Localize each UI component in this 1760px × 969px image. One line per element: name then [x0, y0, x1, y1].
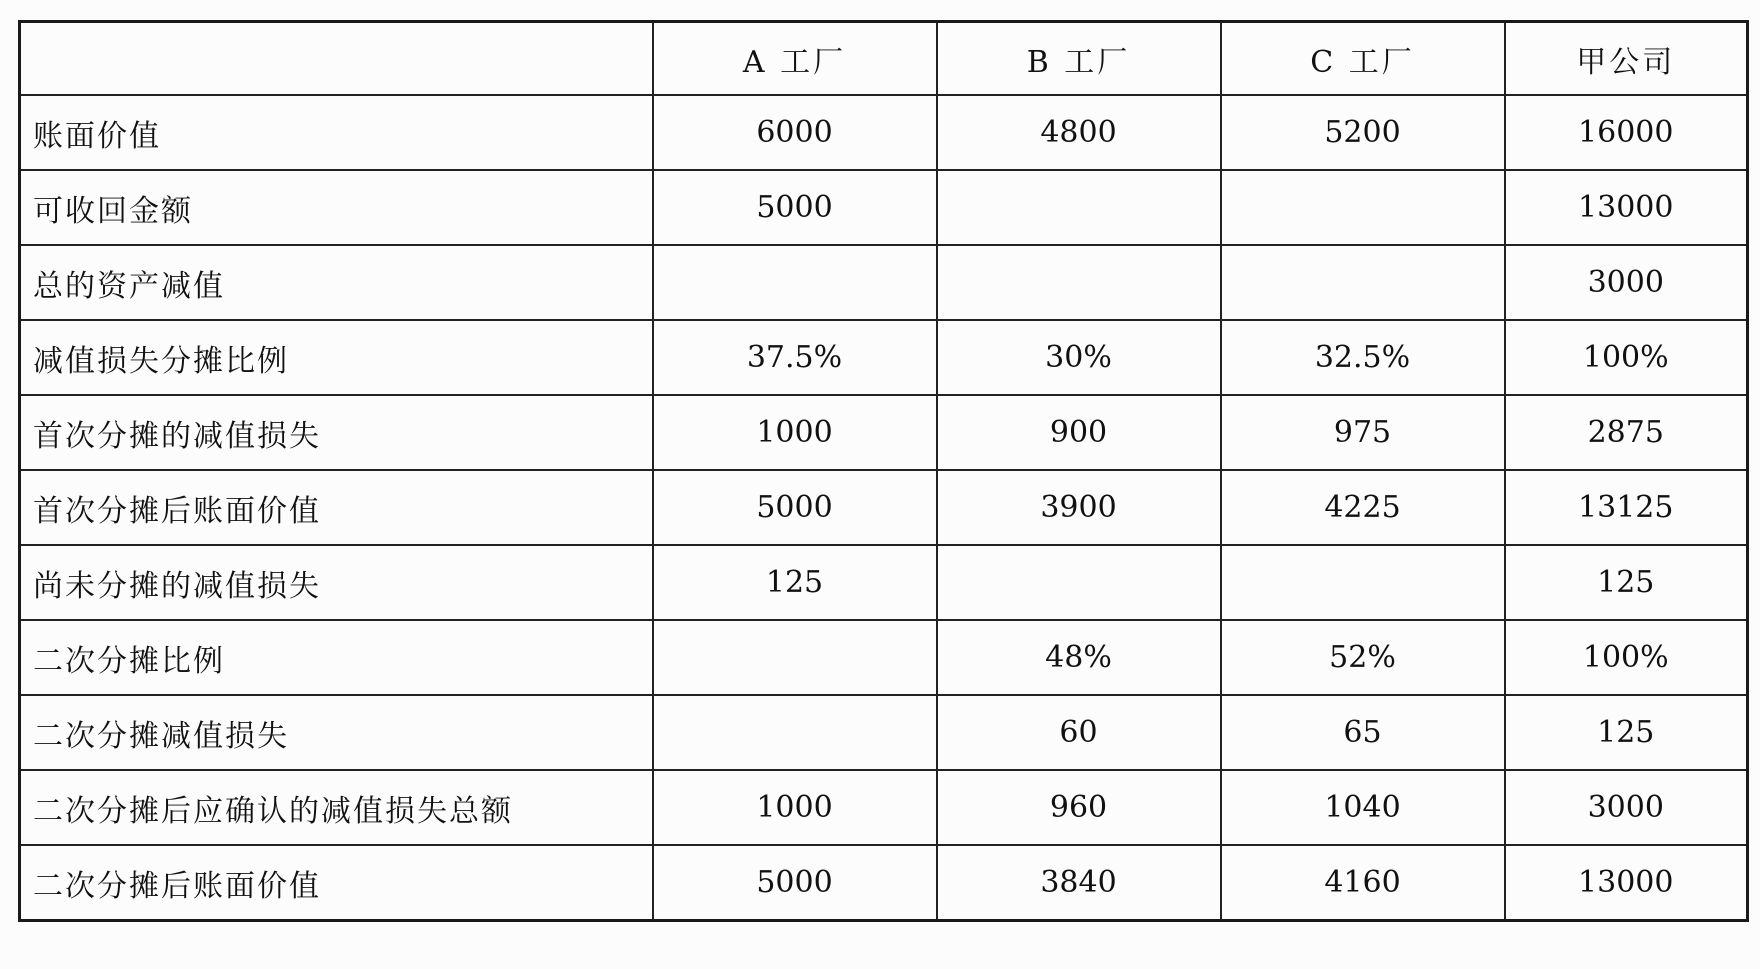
table-cell: 60 [937, 695, 1221, 770]
row-label: 首次分摊后账面价值 [20, 470, 653, 545]
table-cell: 100% [1505, 320, 1748, 395]
table-cell [1221, 170, 1505, 245]
table-cell: 65 [1221, 695, 1505, 770]
table-row [20, 470, 1748, 545]
table-cell: 5200 [1221, 95, 1505, 170]
table-cell [937, 545, 1221, 620]
row-label: 二次分摊后应确认的减值损失总额 [20, 770, 653, 845]
table-row [20, 95, 1748, 170]
table-cell: 1000 [653, 770, 937, 845]
table-row [20, 545, 1748, 620]
table-cell: 975 [1221, 395, 1505, 470]
table-cell: 32.5% [1221, 320, 1505, 395]
table-cell: 16000 [1505, 95, 1748, 170]
impairment-allocation-table [18, 20, 1749, 922]
table-cell: 900 [937, 395, 1221, 470]
table-cell [653, 695, 937, 770]
table-cell: 3000 [1505, 245, 1748, 320]
table-row [20, 695, 1748, 770]
table-cell: 37.5% [653, 320, 937, 395]
table-row [20, 320, 1748, 395]
table-cell: 5000 [653, 470, 937, 545]
header-cell-factory-b: B 工厂 [937, 22, 1221, 96]
row-label: 二次分摊减值损失 [20, 695, 653, 770]
table-cell [1221, 545, 1505, 620]
table-row [20, 245, 1748, 320]
table-cell [653, 620, 937, 695]
row-label: 二次分摊比例 [20, 620, 653, 695]
table-cell: 4225 [1221, 470, 1505, 545]
table-cell: 4800 [937, 95, 1221, 170]
table-cell [937, 170, 1221, 245]
table-cell: 13125 [1505, 470, 1748, 545]
row-label: 账面价值 [20, 95, 653, 170]
table-row [20, 170, 1748, 245]
table-cell: 5000 [653, 845, 937, 921]
table-cell: 52% [1221, 620, 1505, 695]
table-cell: 125 [653, 545, 937, 620]
table-cell: 4160 [1221, 845, 1505, 921]
table-cell: 1000 [653, 395, 937, 470]
table-cell: 2875 [1505, 395, 1748, 470]
table-cell [937, 245, 1221, 320]
table-cell: 3840 [937, 845, 1221, 921]
row-label: 减值损失分摊比例 [20, 320, 653, 395]
table-row [20, 395, 1748, 470]
row-label: 二次分摊后账面价值 [20, 845, 653, 921]
table-cell: 6000 [653, 95, 937, 170]
row-label: 总的资产减值 [20, 245, 653, 320]
table-cell: 100% [1505, 620, 1748, 695]
table-cell [1221, 245, 1505, 320]
header-cell-factory-a: A 工厂 [653, 22, 937, 96]
table-cell: 3000 [1505, 770, 1748, 845]
table-cell: 13000 [1505, 170, 1748, 245]
table-row [20, 845, 1748, 921]
header-row [20, 22, 1748, 96]
table-row [20, 770, 1748, 845]
table-cell: 13000 [1505, 845, 1748, 921]
table-cell: 30% [937, 320, 1221, 395]
header-cell-company: 甲公司 [1505, 22, 1748, 96]
row-label: 首次分摊的减值损失 [20, 395, 653, 470]
table-cell: 125 [1505, 545, 1748, 620]
table-cell: 48% [937, 620, 1221, 695]
row-label: 可收回金额 [20, 170, 653, 245]
header-cell-factory-c: C 工厂 [1221, 22, 1505, 96]
table-cell [653, 245, 937, 320]
row-label: 尚未分摊的减值损失 [20, 545, 653, 620]
table-cell: 1040 [1221, 770, 1505, 845]
table-cell: 125 [1505, 695, 1748, 770]
table-cell: 5000 [653, 170, 937, 245]
header-cell-corner [20, 22, 653, 96]
table-cell: 960 [937, 770, 1221, 845]
table-row [20, 620, 1748, 695]
table-cell: 3900 [937, 470, 1221, 545]
